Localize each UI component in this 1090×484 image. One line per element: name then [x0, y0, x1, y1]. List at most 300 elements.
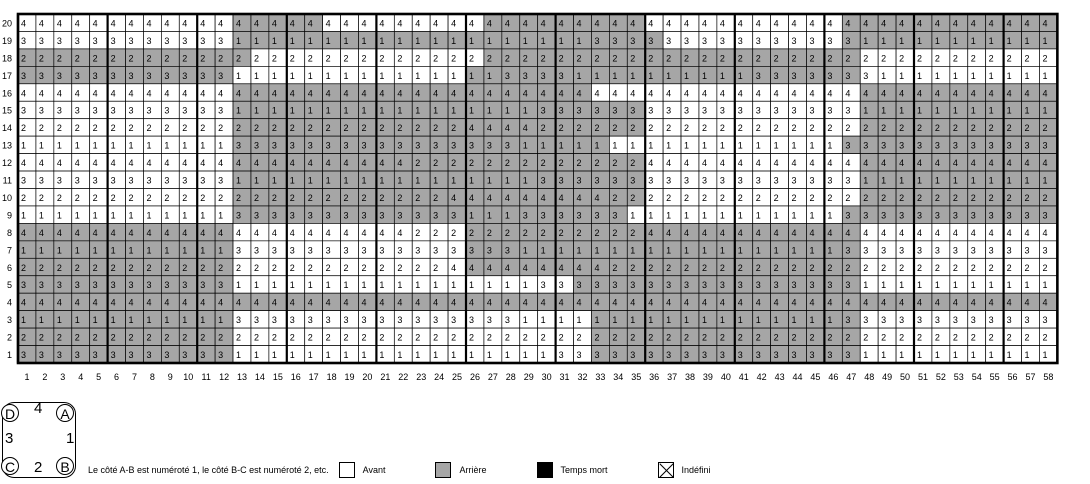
cell-value: 1	[540, 35, 546, 46]
cell-value: 3	[684, 350, 690, 360]
cell-value: 1	[558, 140, 564, 151]
cell-value: 2	[200, 53, 206, 64]
cell-value: 3	[863, 245, 869, 256]
cell-value: 2	[307, 123, 313, 134]
cell-value: 3	[863, 70, 869, 81]
cell-value: 1	[701, 315, 707, 326]
cell-value: 2	[56, 262, 62, 273]
cell-value: 3	[200, 35, 206, 46]
cell-value: 4	[486, 297, 492, 308]
cell-value: 4	[397, 158, 403, 169]
cell-value: 2	[182, 192, 188, 203]
cell-value: 4	[594, 88, 600, 99]
cell-value: 2	[773, 123, 779, 134]
column-label: 54	[971, 372, 982, 382]
cell-value: 4	[469, 88, 475, 99]
cell-value: 1	[451, 175, 457, 186]
cell-value: 4	[809, 227, 815, 238]
column-label: 12	[219, 372, 230, 382]
cell-value: 2	[881, 192, 887, 203]
cell-value: 1	[952, 105, 958, 116]
cell-value: 1	[988, 105, 994, 116]
cell-value: 1	[899, 350, 905, 360]
cell-value: 4	[827, 18, 833, 29]
cell-value: 3	[200, 70, 206, 81]
cell-value: 4	[21, 227, 27, 238]
cell-value: 4	[737, 297, 743, 308]
cell-value: 4	[719, 158, 725, 169]
cell-value: 4	[719, 227, 725, 238]
cell-value: 1	[881, 350, 887, 360]
cell-value: 1	[934, 280, 940, 291]
cell-value: 1	[719, 70, 725, 81]
cell-value: 1	[522, 280, 528, 291]
cell-value: 4	[218, 227, 224, 238]
cell-value: 2	[74, 123, 80, 134]
cell-value: 2	[236, 332, 242, 343]
column-label: 18	[326, 372, 337, 382]
cell-value: 1	[737, 140, 743, 151]
cell-value: 4	[307, 227, 313, 238]
cell-value: 2	[863, 53, 869, 64]
cell-value: 1	[630, 140, 636, 151]
row-label: 1	[6, 350, 12, 360]
cell-value: 4	[236, 158, 242, 169]
cell-value: 2	[988, 332, 994, 343]
cell-value: 3	[576, 105, 582, 116]
cell-value: 1	[773, 210, 779, 221]
cell-value: 3	[92, 350, 98, 360]
cell-value: 1	[684, 245, 690, 256]
cell-value: 1	[433, 350, 439, 360]
cell-value: 3	[74, 280, 80, 291]
cell-value: 2	[881, 123, 887, 134]
row-label: 16	[1, 88, 12, 99]
cell-value: 3	[146, 35, 152, 46]
cell-value: 4	[791, 227, 797, 238]
cell-value: 4	[899, 297, 905, 308]
cell-value: 3	[845, 35, 851, 46]
cell-value: 1	[666, 315, 672, 326]
cell-value: 3	[845, 350, 851, 360]
cell-value: 2	[576, 123, 582, 134]
column-label: 5	[96, 372, 102, 382]
cell-value: 3	[486, 245, 492, 256]
cell-value: 1	[397, 175, 403, 186]
cell-value: 1	[701, 210, 707, 221]
cell-value: 1	[289, 175, 295, 186]
cell-value: 2	[361, 332, 367, 343]
cell-value: 2	[863, 332, 869, 343]
cell-value: 2	[271, 332, 277, 343]
cell-value: 3	[218, 280, 224, 291]
cell-value: 3	[952, 315, 958, 326]
cell-value: 4	[612, 18, 618, 29]
cell-value: 3	[128, 35, 134, 46]
cell-value: 2	[845, 53, 851, 64]
cell-value: 4	[881, 297, 887, 308]
cell-value: 1	[469, 350, 475, 360]
cell-value: 3	[576, 350, 582, 360]
cell-value: 2	[271, 262, 277, 273]
cell-value: 4	[146, 88, 152, 99]
cell-value: 3	[755, 35, 761, 46]
cell-value: 3	[558, 350, 564, 360]
cell-value: 3	[361, 210, 367, 221]
cell-value: 2	[827, 123, 833, 134]
cell-value: 2	[289, 332, 295, 343]
cell-value: 3	[719, 35, 725, 46]
cell-value: 3	[1024, 210, 1030, 221]
cell-value: 3	[236, 245, 242, 256]
cell-value: 4	[684, 18, 690, 29]
cell-value: 4	[737, 18, 743, 29]
side-number-1: 1	[66, 430, 75, 447]
cell-value: 3	[469, 245, 475, 256]
column-label: 15	[272, 372, 283, 382]
cell-value: 4	[863, 158, 869, 169]
cell-value: 1	[827, 245, 833, 256]
cell-value: 4	[1006, 227, 1012, 238]
cell-value: 4	[988, 18, 994, 29]
cell-value: 2	[146, 332, 152, 343]
cell-value: 4	[289, 158, 295, 169]
cell-value: 3	[56, 105, 62, 116]
cell-value: 1	[1042, 280, 1048, 291]
cell-value: 2	[630, 158, 636, 169]
cell-value: 4	[361, 88, 367, 99]
cell-value: 2	[236, 53, 242, 64]
cell-value: 3	[74, 70, 80, 81]
cell-value: 4	[594, 192, 600, 203]
cell-value: 3	[522, 210, 528, 221]
cell-value: 1	[809, 245, 815, 256]
cell-value: 1	[289, 280, 295, 291]
cell-value: 1	[1042, 35, 1048, 46]
cell-value: 4	[289, 18, 295, 29]
cell-value: 4	[773, 227, 779, 238]
cell-value: 1	[325, 105, 331, 116]
cell-value: 3	[881, 315, 887, 326]
cell-value: 1	[952, 175, 958, 186]
cell-value: 4	[486, 88, 492, 99]
row-label: 6	[6, 262, 12, 273]
cell-value: 2	[630, 332, 636, 343]
cell-value: 2	[218, 332, 224, 343]
cell-value: 3	[56, 280, 62, 291]
cell-value: 1	[415, 105, 421, 116]
row-label: 5	[6, 280, 12, 291]
cell-value: 2	[773, 192, 779, 203]
cell-value: 2	[307, 332, 313, 343]
cell-value: 4	[791, 88, 797, 99]
cell-value: 2	[415, 332, 421, 343]
cell-value: 1	[576, 245, 582, 256]
cell-value: 3	[200, 280, 206, 291]
cell-value: 2	[558, 123, 564, 134]
cell-value: 1	[236, 70, 242, 81]
cell-value: 4	[469, 18, 475, 29]
cell-value: 2	[361, 192, 367, 203]
cell-value: 1	[755, 140, 761, 151]
cell-value: 3	[92, 280, 98, 291]
cell-value: 1	[21, 245, 27, 256]
column-label: 55	[989, 372, 1000, 382]
cell-value: 3	[791, 280, 797, 291]
cell-value: 1	[1024, 35, 1030, 46]
cell-value: 2	[1024, 53, 1030, 64]
cell-value: 3	[1006, 245, 1012, 256]
cell-value: 2	[576, 332, 582, 343]
cell-value: 2	[451, 227, 457, 238]
row-label: 3	[6, 315, 12, 326]
cell-value: 3	[182, 70, 188, 81]
cell-value: 3	[737, 350, 743, 360]
cell-value: 2	[755, 332, 761, 343]
column-label: 49	[882, 372, 893, 382]
cell-value: 3	[92, 175, 98, 186]
cell-value: 3	[21, 35, 27, 46]
cell-value: 1	[200, 210, 206, 221]
cell-value: 4	[38, 297, 44, 308]
cell-value: 2	[594, 332, 600, 343]
row-label: 7	[6, 245, 12, 256]
cell-value: 4	[307, 88, 313, 99]
cell-value: 1	[934, 105, 940, 116]
cell-value: 3	[899, 140, 905, 151]
cell-value: 1	[988, 70, 994, 81]
cell-value: 2	[397, 123, 403, 134]
cell-value: 4	[469, 123, 475, 134]
cell-value: 2	[917, 53, 923, 64]
cell-value: 3	[415, 315, 421, 326]
cell-value: 3	[182, 350, 188, 360]
cell-value: 4	[917, 88, 923, 99]
cell-value: 2	[218, 53, 224, 64]
cell-value: 4	[146, 18, 152, 29]
cell-value: 3	[253, 210, 259, 221]
cell-value: 2	[737, 332, 743, 343]
cell-value: 4	[1042, 18, 1048, 29]
cell-value: 3	[881, 210, 887, 221]
cell-value: 2	[791, 53, 797, 64]
cell-value: 2	[415, 227, 421, 238]
cell-value: 3	[307, 245, 313, 256]
cell-value: 2	[415, 192, 421, 203]
cell-value: 2	[92, 192, 98, 203]
cell-value: 2	[253, 123, 259, 134]
cell-value: 4	[1042, 158, 1048, 169]
cell-value: 4	[1006, 158, 1012, 169]
cell-value: 1	[917, 105, 923, 116]
cell-value: 4	[701, 297, 707, 308]
cell-value: 2	[504, 158, 510, 169]
cell-value: 3	[684, 175, 690, 186]
cell-value: 1	[379, 35, 385, 46]
cell-value: 1	[970, 35, 976, 46]
cell-value: 3	[128, 280, 134, 291]
cell-value: 1	[486, 175, 492, 186]
cell-value: 2	[684, 123, 690, 134]
cell-value: 2	[558, 332, 564, 343]
cell-value: 3	[540, 280, 546, 291]
cell-value: 4	[576, 88, 582, 99]
cell-value: 4	[289, 88, 295, 99]
cell-value: 2	[952, 192, 958, 203]
cell-value: 4	[415, 18, 421, 29]
cell-value: 3	[451, 140, 457, 151]
row-label: 13	[1, 140, 12, 151]
cell-value: 3	[218, 70, 224, 81]
cell-value: 3	[522, 70, 528, 81]
column-label: 14	[254, 372, 265, 382]
cell-value: 2	[146, 53, 152, 64]
cell-value: 2	[612, 123, 618, 134]
cell-value: 3	[325, 315, 331, 326]
cell-value: 3	[576, 175, 582, 186]
cell-value: 3	[218, 175, 224, 186]
cell-value: 2	[469, 53, 475, 64]
cell-value: 3	[164, 70, 170, 81]
corner-c: C	[1, 457, 19, 475]
cell-value: 4	[522, 262, 528, 273]
cell-value: 3	[21, 175, 27, 186]
cell-value: 1	[899, 105, 905, 116]
cell-value: 1	[361, 70, 367, 81]
cell-value: 3	[21, 280, 27, 291]
cell-value: 4	[809, 158, 815, 169]
cell-value: 2	[343, 192, 349, 203]
cell-value: 3	[809, 105, 815, 116]
cell-value: 2	[952, 123, 958, 134]
cell-value: 2	[666, 53, 672, 64]
cell-value: 2	[988, 262, 994, 273]
cell-value: 2	[1006, 123, 1012, 134]
cell-value: 3	[343, 245, 349, 256]
cell-value: 1	[612, 315, 618, 326]
cell-value: 3	[361, 315, 367, 326]
cell-value: 4	[307, 297, 313, 308]
cell-value: 4	[38, 18, 44, 29]
cell-value: 2	[666, 262, 672, 273]
cell-value: 1	[684, 70, 690, 81]
cell-value: 1	[719, 210, 725, 221]
cell-value: 1	[988, 280, 994, 291]
cell-value: 1	[146, 210, 152, 221]
cell-value: 3	[809, 70, 815, 81]
cell-value: 4	[701, 18, 707, 29]
cell-value: 4	[1006, 88, 1012, 99]
cell-value: 2	[74, 192, 80, 203]
cell-value: 4	[917, 158, 923, 169]
cell-value: 1	[21, 315, 27, 326]
cell-value: 4	[666, 158, 672, 169]
cell-value: 3	[486, 140, 492, 151]
cell-value: 4	[325, 158, 331, 169]
cell-value: 1	[236, 280, 242, 291]
cell-value: 3	[74, 35, 80, 46]
cell-value: 1	[128, 245, 134, 256]
cell-value: 1	[1042, 70, 1048, 81]
cell-value: 3	[540, 105, 546, 116]
cell-value: 2	[701, 262, 707, 273]
cell-value: 4	[612, 88, 618, 99]
cell-value: 1	[451, 70, 457, 81]
cell-value: 1	[863, 350, 869, 360]
cell-value: 2	[486, 332, 492, 343]
cell-value: 2	[289, 192, 295, 203]
cell-value: 3	[630, 105, 636, 116]
column-label: 45	[810, 372, 821, 382]
cell-value: 2	[719, 332, 725, 343]
cell-value: 4	[934, 227, 940, 238]
cell-value: 1	[1024, 350, 1030, 360]
cell-value: 2	[504, 227, 510, 238]
column-label: 42	[756, 372, 767, 382]
cell-value: 1	[522, 315, 528, 326]
cell-value: 2	[719, 53, 725, 64]
cell-value: 2	[343, 332, 349, 343]
cell-value: 2	[164, 192, 170, 203]
cell-value: 4	[827, 88, 833, 99]
cell-value: 3	[38, 35, 44, 46]
cell-value: 1	[881, 105, 887, 116]
cell-value: 3	[92, 35, 98, 46]
cell-value: 4	[558, 192, 564, 203]
cell-value: 3	[540, 175, 546, 186]
cell-value: 2	[648, 332, 654, 343]
cell-value: 2	[56, 53, 62, 64]
cell-value: 2	[92, 123, 98, 134]
cell-value: 3	[1024, 315, 1030, 326]
cell-value: 3	[146, 70, 152, 81]
cell-value: 2	[397, 53, 403, 64]
cell-value: 2	[164, 332, 170, 343]
cell-value: 2	[648, 53, 654, 64]
cell-value: 2	[415, 53, 421, 64]
cell-value: 4	[379, 18, 385, 29]
cell-value: 4	[558, 18, 564, 29]
cell-value: 3	[809, 175, 815, 186]
cell-value: 4	[737, 88, 743, 99]
cell-value: 3	[952, 210, 958, 221]
cell-value: 2	[737, 262, 743, 273]
cell-value: 1	[881, 70, 887, 81]
cell-value: 4	[182, 297, 188, 308]
cell-value: 4	[934, 88, 940, 99]
cell-value: 4	[522, 192, 528, 203]
cell-value: 4	[56, 158, 62, 169]
cell-value: 1	[576, 140, 582, 151]
cell-value: 3	[952, 140, 958, 151]
cell-value: 2	[881, 332, 887, 343]
cell-value: 4	[433, 88, 439, 99]
cell-value: 4	[666, 88, 672, 99]
cell-value: 1	[92, 140, 98, 151]
column-label: 58	[1043, 372, 1054, 382]
cell-value: 4	[486, 18, 492, 29]
cell-value: 1	[415, 175, 421, 186]
cell-value: 3	[988, 245, 994, 256]
cell-value: 1	[863, 105, 869, 116]
cell-value: 2	[504, 332, 510, 343]
cell-value: 2	[540, 227, 546, 238]
cell-value: 4	[504, 297, 510, 308]
cell-value: 4	[397, 88, 403, 99]
cell-value: 4	[648, 297, 654, 308]
cell-value: 1	[952, 280, 958, 291]
cell-value: 4	[182, 158, 188, 169]
